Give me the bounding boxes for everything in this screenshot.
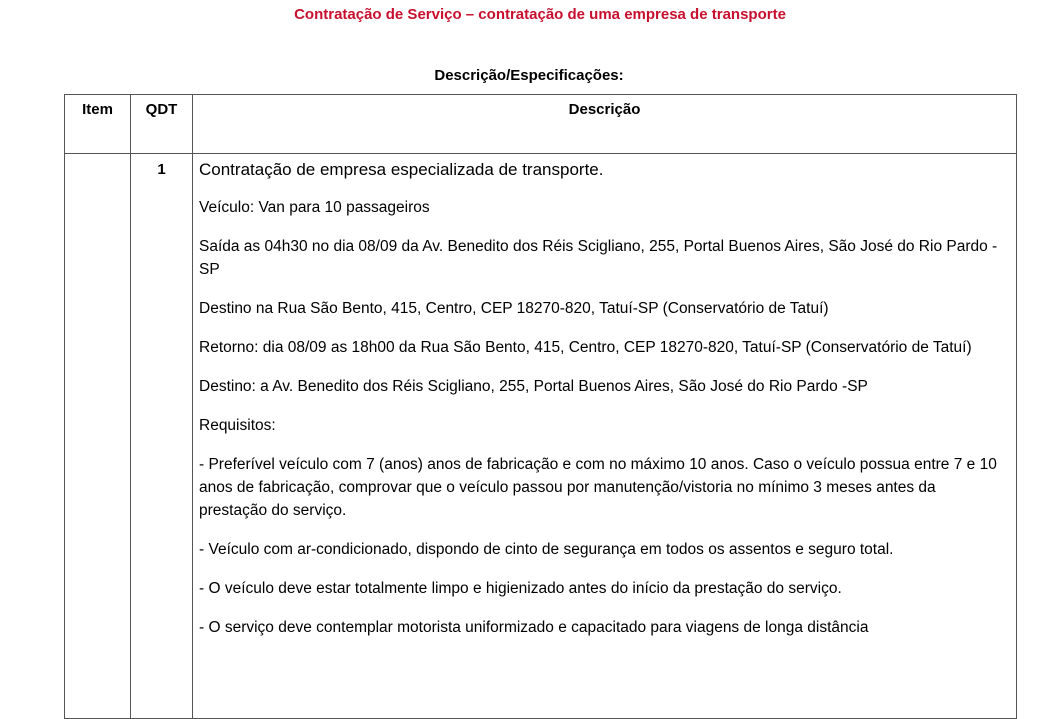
specification-table <box>64 94 1017 719</box>
header-item: Item <box>65 95 131 154</box>
description-destination: Destino na Rua São Bento, 415, Centro, CEP 18270-820, Tatuí-SP (Conservatório de Tatuí) <box>199 300 829 317</box>
requirement-cleanliness: - O veículo deve estar totalmente limpo e higienizado antes do início da prestação do serviço. <box>199 580 842 597</box>
requirements-heading: Requisitos: <box>199 417 276 434</box>
cell-qdt: 1 <box>131 154 193 719</box>
description-lead: Contratação de empresa especializada de transporte. <box>199 160 604 179</box>
requirement-driver: - O serviço deve contemplar motorista uniformizado e capacitado para viagens de longa distância <box>199 619 869 636</box>
document-title: Contratação de Serviço – contratação de uma empresa de transporte <box>294 6 786 23</box>
description-departure: Saída as 04h30 no dia 08/09 da Av. Benedito dos Réis Scigliano, 255, Portal Buenos Aires, São José do Rio Pardo -SP <box>199 238 998 278</box>
description-vehicle: Veículo: Van para 10 passageiros <box>199 199 430 216</box>
cell-item <box>65 154 131 719</box>
description-return: Retorno: dia 08/09 as 18h00 da Rua São Bento, 415, Centro, CEP 18270-820, Tatuí-SP (Conservatório de Tatuí) <box>199 339 972 356</box>
table-row <box>65 154 1017 719</box>
requirement-vehicle-age: - Preferível veículo com 7 (anos) anos de fabricação e com no máximo 10 anos. Caso o veículo possua entre 7 e 10 anos de fabricação, comprovar que o veículo passou por manutenção/vistoria no mínimo 3 meses antes da prestação do serviço. <box>199 456 997 519</box>
header-qdt: QDT <box>131 95 193 154</box>
description-return-destination: Destino: a Av. Benedito dos Réis Scigliano, 255, Portal Buenos Aires, São José do Rio Pardo -SP <box>199 378 868 395</box>
table-header-row <box>65 95 1017 154</box>
cell-descricao <box>193 154 1017 719</box>
section-heading: Descrição/Especificações: <box>434 67 624 84</box>
header-descricao: Descrição <box>193 95 1017 154</box>
requirement-air-conditioning: - Veículo com ar-condicionado, dispondo de cinto de segurança em todos os assentos e seguro total. <box>199 541 894 558</box>
